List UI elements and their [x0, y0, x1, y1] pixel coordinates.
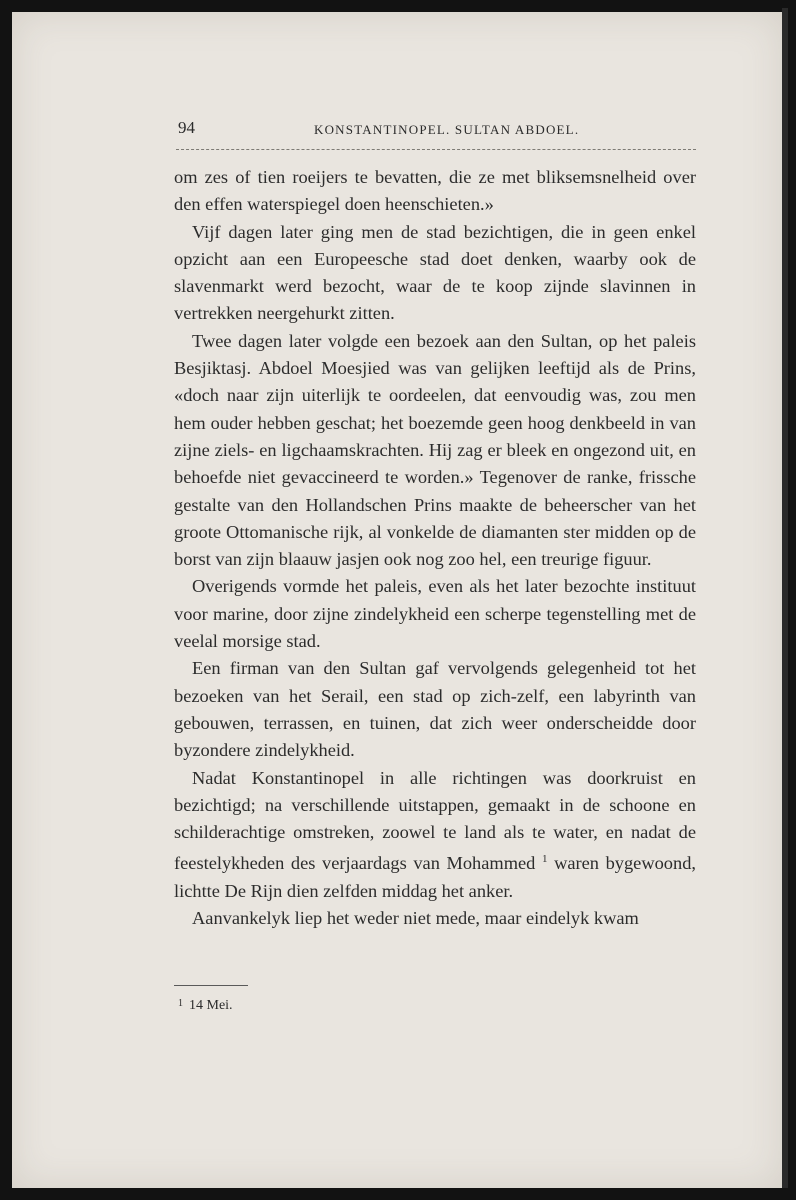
body-text	[174, 164, 696, 932]
paragraph: Twee dagen later volgde een bezoek aan den Sultan, op het paleis Besjiktasj. Abdoel Moesjied was van gelijken leeftijd als de Prins, «doch naar zijn uiterlijk te oordeelen, dat eenvoudig was, zou men hem ouder hebben geschat; het boezemde geen hoog denkbeeld in van zijne ziels- en ligchaamskrachten. Hij zag er bleek en ongezond uit, en behoefde niet gevaccineerd te worden.» Tegenover de ranke, frissche gestalte van den Hollandschen Prins maakte de beheerscher van het groote Ottomanische rijk, al vonkelde de diamanten ster midden op de borst van zijn blaauw jasjen ook nog zoo hel, een treurige figuur.	[174, 330, 696, 570]
footnote-rule	[174, 985, 248, 986]
paragraph: om zes of tien roeijers te bevatten, die ze met bliksemsnelheid over den effen waterspiegel doen heenschieten.»	[174, 167, 696, 215]
footnote	[178, 998, 233, 1014]
paragraph: Vijf dagen later ging men de stad bezichtigen, die in geen enkel opzicht aan een Europeesche stad doet denken, waarby ook de slavenmarkt werd bezocht, waar de te koop zijnde slavinnen in vertrekken neergehurkt zitten.	[174, 221, 696, 324]
footnote-marker: 1	[178, 998, 183, 1009]
paragraph: Een firman van den Sultan gaf vervolgends gelegenheid tot het bezoeken van het Serail, een stad op zich-zelf, een labyrinth van gebouwen, terrassen, en tuinen, dat zich weer onderscheidde door byzondere zindelykheid.	[174, 658, 696, 761]
footnote-reference: 1	[541, 853, 548, 866]
page-edge-shadow	[782, 8, 788, 1188]
running-head: KONSTANTINOPEL. SULTAN ABDOEL.	[314, 122, 580, 137]
footnote-text: 14 Mei.	[189, 998, 233, 1013]
paragraph-text: Nadat Konstantinopel in alle richtingen was doorkruist en bezichtigd; na verschillende uitstappen, gemaakt in de schoone en schilderachtige omstreken, zoowel te land als te water, en nadat de feestelykheden des verjaardags van Mohammed	[174, 767, 696, 874]
page-header	[178, 118, 698, 142]
paragraph	[174, 765, 696, 906]
paragraph: Aanvankelyk liep het weder niet mede, maar eindelyk kwam	[192, 908, 639, 929]
paragraph-text: waren bygewoond, lichtte De Rijn dien zelfden middag het anker.	[174, 853, 696, 901]
paragraph: Overigends vormde het paleis, even als het later bezochte instituut voor marine, door zijne zindelykheid een scherpe tegenstelling met de veelal morsige stad.	[174, 576, 696, 652]
header-rule	[176, 146, 696, 150]
page-number: 94	[178, 118, 195, 137]
